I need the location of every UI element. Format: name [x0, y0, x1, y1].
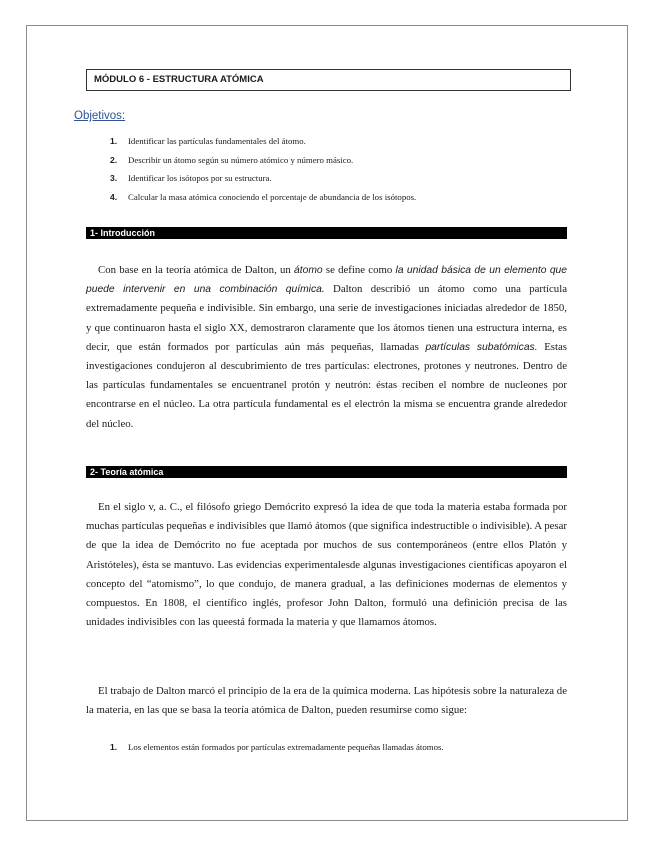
text-run: se define como [322, 264, 396, 276]
dalton-hypotheses-list [110, 742, 444, 752]
list-text: Identificar los isótopos por su estructura. [128, 173, 272, 183]
list-number: 4. [110, 191, 118, 202]
list-number: 3. [110, 173, 118, 183]
list-item [110, 154, 416, 173]
list-text: Identificar las partículas fundamentales del átomo. [128, 136, 306, 146]
list-item [110, 135, 416, 154]
teoria-paragraph-1: En el siglo v, a. C., el filósofo griego Demócrito expresó la idea de que toda la materia estaba formada por muchas partículas pequeñas e indivisibles que llamó átomos (que significa indestructible o indivisible). A pesar de que la idea de Demócrito no fue aceptada por muchos de sus contemporáneos (entre ellos Platón y Aristóteles), ésta se mantuvo. Las evidencias experimentalesde algunas investigaciones científicas apoyaron el concepto del “atomismo”, lo que condujo, de manera gradual, a las definiciones modernas de elementos y compuestos. En 1808, el científico inglés, profesor John Dalton, formuló una definición precisa de las unidades indivisibles con las queestá formada la materia y que llamamos átomos. [86, 501, 567, 629]
objectives-title: Objetivos: [74, 110, 126, 122]
list-text: Describir un átomo según su número atómico y número másico. [128, 154, 354, 165]
list-number: 2. [110, 154, 118, 165]
intro-paragraph [86, 261, 567, 434]
list-item [110, 191, 416, 210]
section-heading-introduccion: 1- Introducción [86, 227, 567, 239]
module-title: MÓDULO 6 - ESTRUCTURA ATÓMICA [86, 69, 571, 91]
text-run: Estas investigaciones condujeron al descubrimiento de tres partículas: electrones, protones y neutrones. Dentro de las partículas fundamentales se encuentranel protón y neutrón: éstas reciben el nombre de nucleones por encontrarse en el núcleo. La otra partícula fundamental es el electrón la misma se encuentra grande alrededor del núcleo. [86, 340, 567, 430]
text-run: Dalton describió un átomo como una partícula extremadamente pequeña e indivisible. Sin embargo, una serie de investigaciones iniciadas alrededor de 1850, y que continuaron hasta el siglo XX, demostraron claramente que los átomos tienen una estructura interna, es decir, que están formados por partículas aún más pequeñas, llamadas [86, 283, 567, 353]
list-item [110, 172, 416, 191]
list-text: Calcular la masa atómica conociendo el porcentaje de abundancia de los isótopos. [128, 191, 417, 202]
objectives-list [110, 135, 416, 209]
term-subatomicas: partículas subatómicas. [425, 341, 538, 353]
list-text: Los elementos están formados por partículas extremadamente pequeñas llamadas átomos. [128, 742, 444, 752]
definition-text: la unidad básica de un elemento que puede intervenir en una combinación química. [86, 265, 568, 296]
section-heading-teoria-atomica: 2- Teoría atómica [86, 466, 567, 478]
list-number: 1. [110, 136, 118, 146]
list-item [110, 742, 444, 752]
text-run: Con base en la teoría atómica de Dalton, un [98, 264, 295, 276]
term-atomo: átomo [294, 265, 323, 276]
list-number: 1. [110, 742, 118, 752]
teoria-paragraph-2: El trabajo de Dalton marcó el principio de la era de la química moderna. Las hipótesis sobre la naturaleza de la materia, en las que se basa la teoría atómica de Dalton, pueden resumirse como sigue: [86, 685, 567, 717]
